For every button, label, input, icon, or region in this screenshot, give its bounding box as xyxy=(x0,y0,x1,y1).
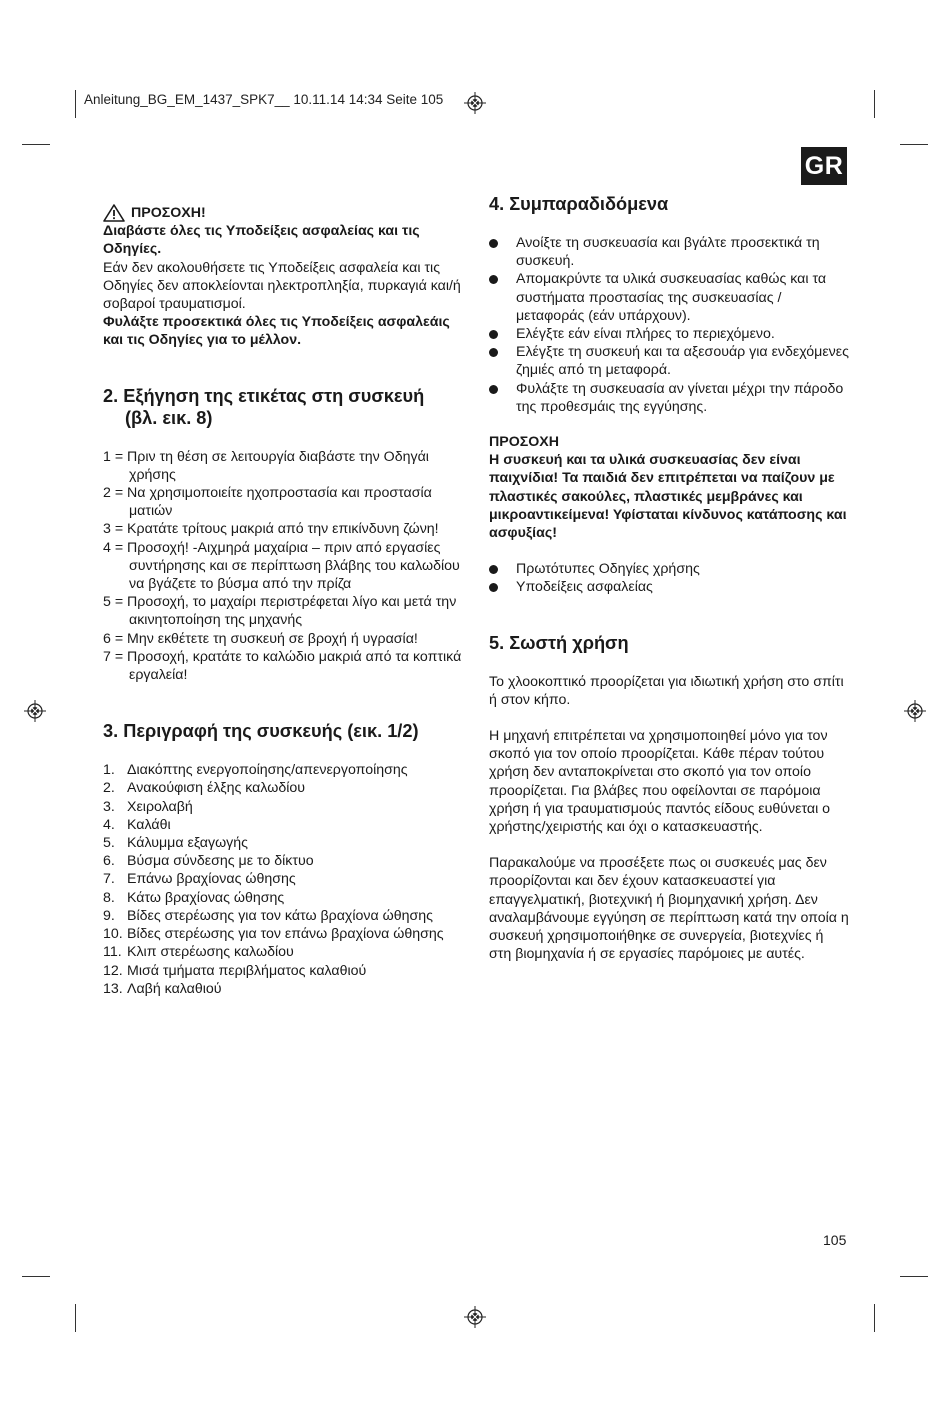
list-item: 2. Ανακούφιση έλξης καλωδίου xyxy=(103,780,306,797)
bullet-icon xyxy=(489,239,498,248)
list-item: 1 = Πριν τη θέση σε λειτουργία διαβάστε την Οδηγάι χρήσης xyxy=(103,448,429,483)
paragraph: Το χλοοκοπτικό προορίζεται για ιδιωτική χρήση στο σπίτι ή στον κήπο. xyxy=(489,673,844,708)
warning-text: Εάν δεν ακολουθήσετε τις Υποδείξεις ασφαλεία και τις Οδηγίες δεν αποκλείονται ηλεκτροπληξία, πυρκαγιά και/ή σοβαροί τραυματισμοί. xyxy=(103,259,461,313)
registration-mark-icon xyxy=(904,700,926,722)
crop-mark xyxy=(22,144,50,145)
crop-mark xyxy=(22,1276,50,1277)
list-item: 3 = Κρατάτε τρίτους μακριά από την επικίνδυνη ζώνη! xyxy=(103,521,439,538)
right-column xyxy=(489,193,849,964)
list-item: Απομακρύντε τα υλικά συσκευασίας καθώς και τα συστήματα προστασίας της συσκευασίας / μεταφοράς (εάν υπάρχουν). xyxy=(489,270,849,325)
paragraph: Η μηχανή επιτρέπεται να χρησιμοποιηθεί μόνο για τον σκοπό για τον οποίο προορίζεται. Κάθε πέραν τούτου χρήση δεν ανταποκρίνεται στο σκοπό για τον οποίο προορίζεται. Για βλάβες που οφείλονται σε παρόμοια χρήση ή για τραυματισμούς παντός είδους ευθύνεται ο χρήστης/χειριστής και όχι ο κατασκευαστής. xyxy=(489,728,831,836)
bullet-icon xyxy=(489,275,498,284)
list-item: 6. Βύσμα σύνδεσης με το δίκτυο xyxy=(103,853,314,870)
crop-mark xyxy=(874,1304,875,1332)
list-item: 9. Βίδες στερέωσης για τον κάτω βραχίονα ώθησης xyxy=(103,907,433,924)
crop-mark xyxy=(874,90,875,118)
parts-list xyxy=(103,761,468,998)
section-heading: 2. Εξήγηση της ετικέτας στη συσκευή (βλ. εικ. 8) xyxy=(103,385,425,428)
list-item: 5. Κάλυμμα εξαγωγής xyxy=(103,835,248,852)
crop-mark xyxy=(900,144,928,145)
list-item: 13. Λαβή καλαθιού xyxy=(103,980,222,997)
section-heading: 3. Περιγραφή της συσκευής (εικ. 1/2) xyxy=(103,721,419,742)
warning-block xyxy=(103,204,468,350)
section-intended-use xyxy=(489,632,849,964)
bullet-icon xyxy=(489,583,498,592)
list-item: 1. Διακόπτης ενεργοποίησης/απενεργοποίησης xyxy=(103,762,408,779)
caution-title: ΠΡΟΣΟΧΗ xyxy=(489,434,560,451)
registration-mark-icon xyxy=(464,92,486,114)
bullet-icon xyxy=(489,348,498,357)
page-number: 105 xyxy=(823,1232,847,1248)
left-column xyxy=(103,204,468,998)
list-item: 7. Επάνω βραχίονας ώθησης xyxy=(103,871,296,888)
print-slug: Anleitung_BG_EM_1437_SPK7__ 10.11.14 14:34 Seite 105 xyxy=(84,92,444,107)
bullet-icon xyxy=(489,385,498,394)
language-badge: GR xyxy=(801,147,847,185)
registration-mark-icon xyxy=(24,700,46,722)
list-item: Ελέγξτε τη συσκευή και τα αξεσουάρ για ενδεχόμενες ζημιές από τη μεταφορά. xyxy=(489,343,849,379)
crop-mark xyxy=(75,90,76,118)
documents-list xyxy=(489,560,849,596)
section-label-explanation xyxy=(103,385,468,685)
label-symbol-list xyxy=(103,448,468,685)
warning-bold-text: Φυλάξτε προσεκτικά όλες τις Υποδείξεις ασφαλεάις και τις Οδηγίες για το μέλλον. xyxy=(103,314,450,349)
registration-mark-icon xyxy=(464,1306,486,1328)
crop-mark xyxy=(75,1304,76,1332)
list-item: 7 = Προσοχή, κρατάτε το καλώδιο μακριά από τα κοπτικά εργαλεία! xyxy=(103,648,462,684)
list-item: 5 = Προσοχή, το μαχαίρι περιστρέφεται λίγο και μετά την ακινητοποίηση της μηχανής xyxy=(103,594,457,629)
list-item: 12. Μισά τμήματα περιβλήματος καλαθιού xyxy=(103,962,367,979)
list-item: Πρωτότυπες Οδηγίες χρήσης xyxy=(489,560,849,578)
section-heading: 4. Συμπαραδιδόμενα xyxy=(489,194,669,214)
bullet-list xyxy=(489,234,849,416)
crop-mark xyxy=(900,1276,928,1277)
bullet-icon xyxy=(489,565,498,574)
list-item: Φυλάξτε τη συσκευασία αν γίνεται μέχρι την πάροδο της προθεσμάις της εγγύησης. xyxy=(489,380,849,416)
caution-text: Η συσκευή και τα υλικά συσκευασίας δεν είναι παιχνίδια! Τα παιδιά δεν επιτρέπεται να παίζουν με πλαστικές σακούλες, πλαστικές μεμβράνες και μικροαντικείμενα! Υφίσταται κίνδυνος κατάποσης και ασφυξίας! xyxy=(489,452,847,542)
list-item: Ανοίξτε τη συσκευασία και βγάλτε προσεκτικά τη συσκευή. xyxy=(489,234,849,270)
section-heading: 5. Σωστή χρήση xyxy=(489,632,629,653)
list-item: 10. Βίδες στερέωσης για τον επάνω βραχίονα ώθησης xyxy=(103,926,444,943)
list-item: 4. Καλάθι xyxy=(103,816,171,833)
list-item: 11. Κλιπ στερέωσης καλωδίου xyxy=(103,944,294,961)
list-item: Ελέγξτε εάν είναι πλήρες το περιεχόμενο. xyxy=(489,325,849,343)
warning-bold-text: Διαβάστε όλες τις Υποδείξεις ασφαλείας και τις Οδηγίες. xyxy=(103,223,420,258)
list-item: 8. Κάτω βραχίονας ώθησης xyxy=(103,889,285,906)
bullet-icon xyxy=(489,330,498,339)
list-item: Υποδείξεις ασφαλείας xyxy=(489,578,849,596)
warning-title: ΠΡΟΣΟΧΗ! xyxy=(131,205,206,221)
list-item: 6 = Μην εκθέτετε τη συσκευή σε βροχή ή υγρασία! xyxy=(103,630,418,647)
paragraph: Παρακαλούμε να προσέξετε πως οι συσκευές μας δεν προορίζονται και δεν έχουν κατασκευαστεί για επαγγελματική, βιοτεχνική ή βιομηχανική χρήση. Δεν αναλαμβάνουμε εγγύηση σε περίπτωση κατά την οποία η συσκευή χρησιμοποιήθηκε σε συνεργεία, βιοτεχνίες ή στη βιομηχανία ή σε εργασίες παρόμοιες με αυτές. xyxy=(489,855,849,963)
section-scope-of-delivery xyxy=(489,193,849,597)
section-device-description xyxy=(103,720,468,998)
list-item: 3. Χειρολαβή xyxy=(103,798,193,815)
list-item: 4 = Προσοχή! -Αιχμηρά μαχαίρια – πριν από εργασίες συντήρησης και σε περίπτωση βλάβης του καλωδίου να βγάζετε το βύσμα από την πρίζα xyxy=(103,539,460,593)
list-item: 2 = Να χρησιμοποιείτε ηχοπροστασία και προστασία ματιών xyxy=(103,485,432,520)
warning-triangle-icon xyxy=(103,204,125,222)
